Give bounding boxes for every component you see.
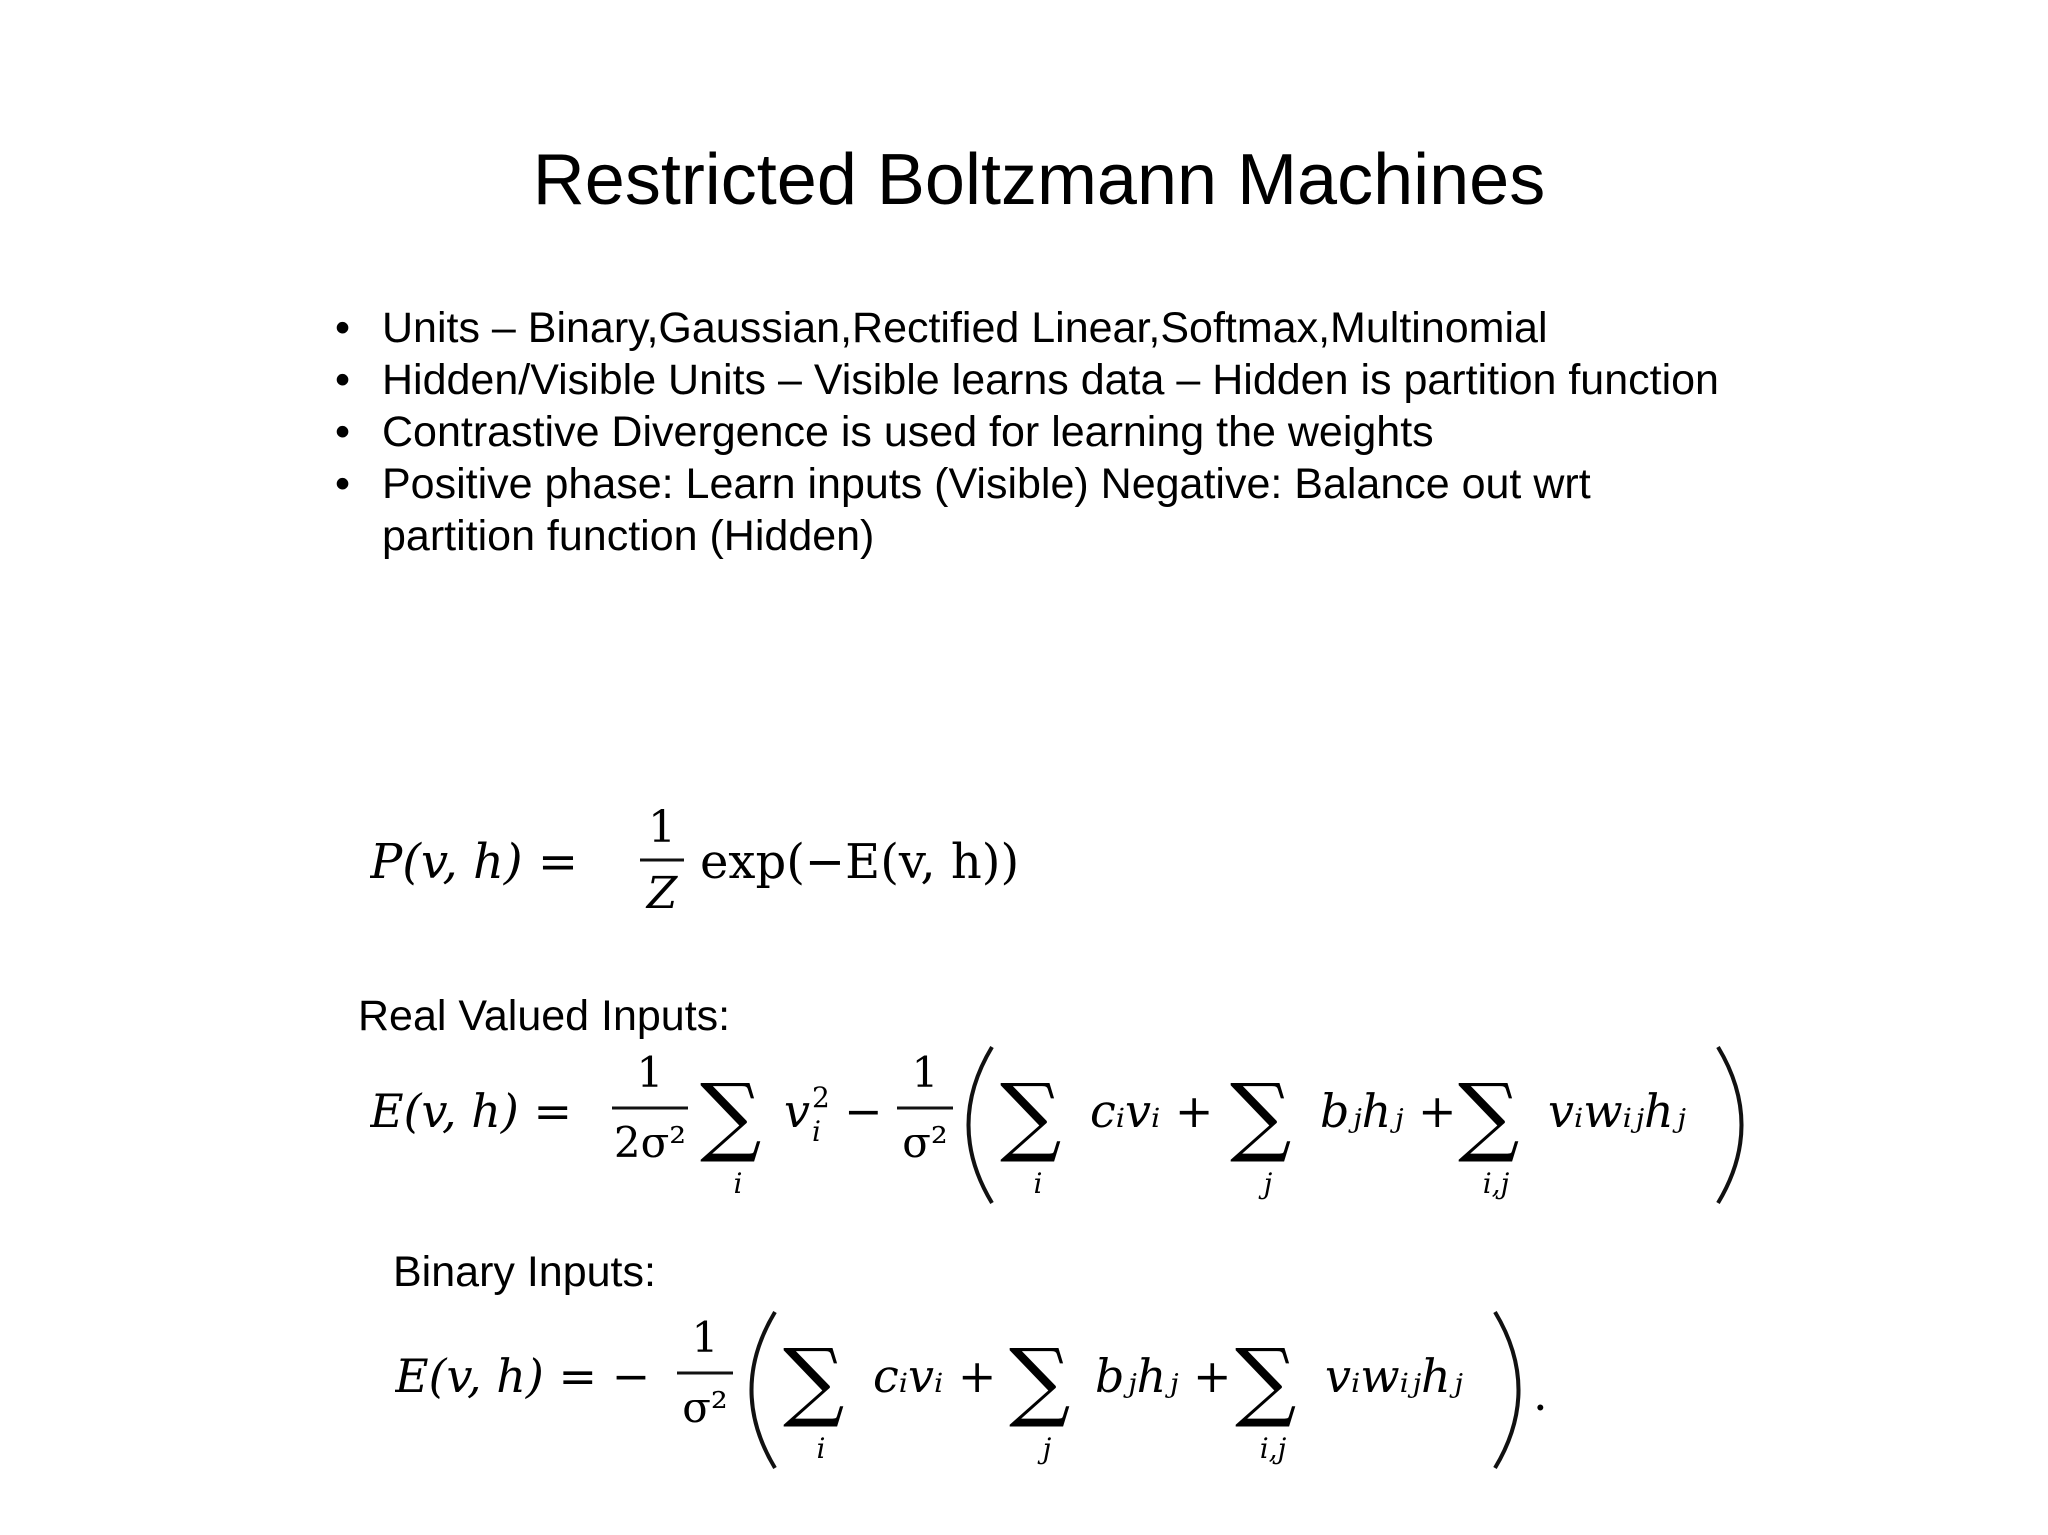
bullet-list bbox=[330, 302, 1730, 562]
sum-symbol: ∑ bbox=[1230, 1066, 1292, 1166]
sum-term: vᵢwᵢⱼhⱼ bbox=[1548, 1084, 1686, 1138]
subscript: i bbox=[812, 1115, 821, 1148]
probability-equation-svg bbox=[370, 790, 1030, 930]
bullet-text: Positive phase: Learn inputs (Visible) Negative: Balance out wrt partition function (Hidden) bbox=[382, 460, 1591, 560]
fraction-numerator: 1 bbox=[648, 802, 676, 853]
left-parenthesis bbox=[969, 1047, 993, 1203]
sum-index: i,j bbox=[1482, 1167, 1510, 1200]
equation-lhs: E(v, h) = − bbox=[395, 1349, 651, 1403]
right-parenthesis bbox=[1495, 1312, 1519, 1468]
real-valued-energy-svg bbox=[370, 1045, 1750, 1225]
bullet-item bbox=[330, 458, 1730, 562]
real-valued-energy-equation bbox=[370, 1045, 1750, 1229]
equation-lhs: E(v, h) = bbox=[370, 1084, 573, 1138]
fraction-denominator: 2σ² bbox=[613, 1118, 687, 1167]
bullet-text: Hidden/Visible Units – Visible learns data – Hidden is partition function bbox=[382, 356, 1719, 404]
sum-symbol: ∑ bbox=[1009, 1331, 1071, 1431]
sum-index: i bbox=[733, 1167, 743, 1200]
probability-equation bbox=[370, 790, 1030, 934]
sum-term: bⱼhⱼ + bbox=[1095, 1349, 1232, 1403]
real-valued-label: Real Valued Inputs: bbox=[358, 992, 731, 1040]
bullet-item bbox=[330, 302, 1730, 354]
sum-index: i,j bbox=[1259, 1432, 1287, 1465]
sum-term: bⱼhⱼ + bbox=[1320, 1084, 1457, 1138]
minus-sign: − bbox=[844, 1084, 883, 1138]
sum-term: cᵢvᵢ + bbox=[873, 1349, 997, 1403]
binary-label: Binary Inputs: bbox=[393, 1248, 656, 1296]
sum-symbol: ∑ bbox=[1458, 1066, 1520, 1166]
sum-symbol: ∑ bbox=[1000, 1066, 1062, 1166]
sum-term: cᵢvᵢ + bbox=[1090, 1084, 1214, 1138]
fraction-denominator: σ² bbox=[902, 1118, 948, 1167]
sum-symbol: ∑ bbox=[1235, 1331, 1297, 1431]
fraction-denominator: σ² bbox=[682, 1383, 728, 1432]
slide-title: Restricted Boltzmann Machines bbox=[532, 140, 1546, 220]
superscript: 2 bbox=[812, 1081, 830, 1114]
fraction-numerator: 1 bbox=[636, 1048, 664, 1097]
bullet-dot: • bbox=[335, 304, 351, 352]
fraction-numerator: 1 bbox=[691, 1313, 719, 1362]
bullet-text: Contrastive Divergence is used for learning the weights bbox=[382, 408, 1434, 456]
binary-energy-equation bbox=[395, 1310, 1575, 1494]
bullet-dot: • bbox=[335, 356, 351, 404]
equation-lhs: P(v, h) = bbox=[370, 834, 579, 890]
bullet-item bbox=[330, 354, 1730, 406]
sum-index: i bbox=[1033, 1167, 1043, 1200]
fraction-denominator: Z bbox=[646, 868, 678, 919]
bullet-dot: • bbox=[335, 460, 351, 508]
equation-rhs: exp(−E(v, h)) bbox=[700, 834, 1020, 890]
sum-index: i bbox=[816, 1432, 826, 1465]
bullet-item bbox=[330, 406, 1730, 458]
sum-term: v bbox=[784, 1084, 810, 1138]
equation-period: . bbox=[1533, 1367, 1548, 1421]
sum-index: j bbox=[1042, 1432, 1052, 1465]
fraction-numerator: 1 bbox=[911, 1048, 939, 1097]
right-parenthesis bbox=[1718, 1047, 1742, 1203]
sum-index: j bbox=[1263, 1167, 1273, 1200]
sum-symbol: ∑ bbox=[783, 1331, 845, 1431]
bullet-dot: • bbox=[335, 408, 351, 456]
left-parenthesis bbox=[752, 1312, 776, 1468]
sum-symbol: ∑ bbox=[700, 1066, 762, 1166]
bullet-text: Units – Binary,Gaussian,Rectified Linear,Softmax,Multinomial bbox=[382, 304, 1548, 352]
binary-energy-svg bbox=[395, 1310, 1575, 1490]
sum-term: vᵢwᵢⱼhⱼ bbox=[1325, 1349, 1463, 1403]
